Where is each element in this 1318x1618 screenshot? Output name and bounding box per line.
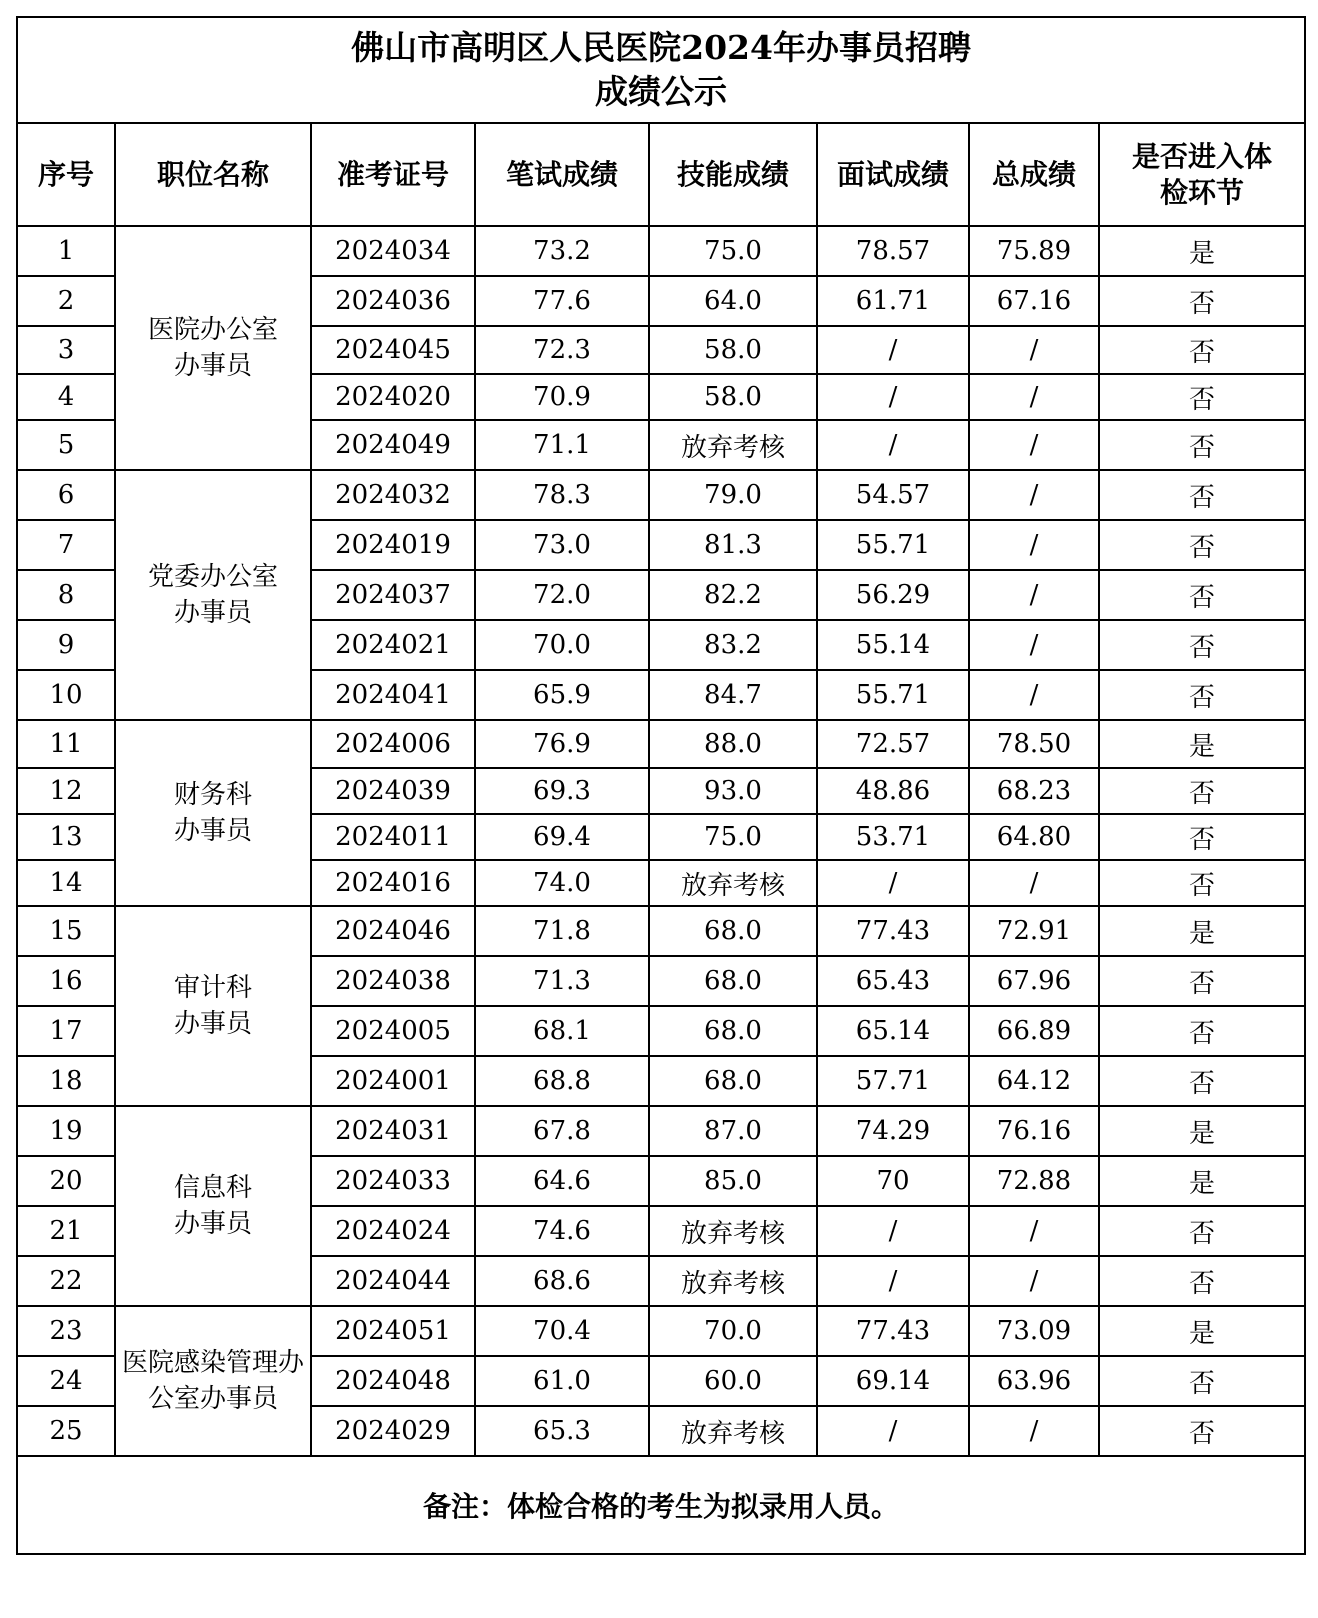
total-score-cell: / bbox=[969, 1406, 1099, 1456]
position-name: 医院感染管理办公室办事员 bbox=[121, 1348, 304, 1414]
interview-score-cell: 55.14 bbox=[817, 620, 969, 670]
interview-score-cell: / bbox=[817, 1206, 969, 1256]
total-score-cell: 73.09 bbox=[969, 1306, 1099, 1356]
written-score-cell: 76.9 bbox=[475, 720, 649, 768]
skill-score-cell: 放弃考核 bbox=[649, 1406, 817, 1456]
written-score-cell: 73.2 bbox=[475, 226, 649, 276]
written-score-cell: 68.6 bbox=[475, 1256, 649, 1306]
medical-check-cell: 否 bbox=[1099, 1356, 1305, 1406]
medical-check-cell: 否 bbox=[1099, 470, 1305, 520]
exam-id-cell: 2024045 bbox=[311, 326, 475, 374]
position-name: 信息科办事员 bbox=[173, 1173, 252, 1239]
seq-cell: 19 bbox=[17, 1106, 115, 1156]
exam-id-cell: 2024020 bbox=[311, 374, 475, 420]
seq-cell: 3 bbox=[17, 326, 115, 374]
seq-cell: 6 bbox=[17, 470, 115, 520]
total-score-cell: 72.91 bbox=[969, 906, 1099, 956]
exam-id-cell: 2024046 bbox=[311, 906, 475, 956]
exam-id-cell: 2024021 bbox=[311, 620, 475, 670]
exam-id-cell: 2024024 bbox=[311, 1206, 475, 1256]
interview-score-cell: 61.71 bbox=[817, 276, 969, 326]
note: 备注：体检合格的考生为拟录用人员。 bbox=[17, 1456, 1305, 1554]
interview-score-cell: / bbox=[817, 420, 969, 470]
interview-score-cell: 74.29 bbox=[817, 1106, 969, 1156]
written-score-cell: 74.6 bbox=[475, 1206, 649, 1256]
seq-cell: 14 bbox=[17, 860, 115, 906]
total-score-cell: / bbox=[969, 420, 1099, 470]
interview-score-cell: 55.71 bbox=[817, 520, 969, 570]
position-name-cell bbox=[115, 1106, 311, 1306]
interview-score-cell: 54.57 bbox=[817, 470, 969, 520]
seq-cell: 16 bbox=[17, 956, 115, 1006]
written-score-cell: 68.1 bbox=[475, 1006, 649, 1056]
total-score-cell: 72.88 bbox=[969, 1156, 1099, 1206]
seq-cell: 15 bbox=[17, 906, 115, 956]
written-score-cell: 74.0 bbox=[475, 860, 649, 906]
skill-score-cell: 84.7 bbox=[649, 670, 817, 720]
header-written-score: 笔试成绩 bbox=[475, 123, 649, 226]
total-score-cell: / bbox=[969, 1206, 1099, 1256]
interview-score-cell: 78.57 bbox=[817, 226, 969, 276]
medical-check-cell: 是 bbox=[1099, 1106, 1305, 1156]
header-medical-check bbox=[1099, 123, 1305, 226]
skill-score-cell: 放弃考核 bbox=[649, 1206, 817, 1256]
interview-score-cell: 65.14 bbox=[817, 1006, 969, 1056]
skill-score-cell: 70.0 bbox=[649, 1306, 817, 1356]
interview-score-cell: / bbox=[817, 1406, 969, 1456]
total-score-cell: 67.16 bbox=[969, 276, 1099, 326]
seq-cell: 1 bbox=[17, 226, 115, 276]
header-row bbox=[17, 123, 1305, 226]
seq-cell: 13 bbox=[17, 814, 115, 860]
header-skill-score: 技能成绩 bbox=[649, 123, 817, 226]
skill-score-cell: 58.0 bbox=[649, 374, 817, 420]
skill-score-cell: 放弃考核 bbox=[649, 1256, 817, 1306]
seq-cell: 17 bbox=[17, 1006, 115, 1056]
written-score-cell: 65.9 bbox=[475, 670, 649, 720]
skill-score-cell: 75.0 bbox=[649, 226, 817, 276]
medical-check-cell: 是 bbox=[1099, 1156, 1305, 1206]
title-line-1: 佛山市高明区人民医院2024年办事员招聘 bbox=[351, 28, 971, 67]
skill-score-cell: 83.2 bbox=[649, 620, 817, 670]
medical-check-cell: 否 bbox=[1099, 620, 1305, 670]
total-score-cell: / bbox=[969, 1256, 1099, 1306]
medical-check-cell: 否 bbox=[1099, 326, 1305, 374]
header-total-score: 总成绩 bbox=[969, 123, 1099, 226]
header-position: 职位名称 bbox=[115, 123, 311, 226]
interview-score-cell: 55.71 bbox=[817, 670, 969, 720]
medical-check-cell: 否 bbox=[1099, 420, 1305, 470]
skill-score-cell: 58.0 bbox=[649, 326, 817, 374]
written-score-cell: 70.9 bbox=[475, 374, 649, 420]
medical-check-cell: 否 bbox=[1099, 1056, 1305, 1106]
seq-cell: 4 bbox=[17, 374, 115, 420]
seq-cell: 25 bbox=[17, 1406, 115, 1456]
position-name-cell bbox=[115, 720, 311, 906]
medical-check-cell: 否 bbox=[1099, 1006, 1305, 1056]
skill-score-cell: 64.0 bbox=[649, 276, 817, 326]
seq-cell: 8 bbox=[17, 570, 115, 620]
seq-cell: 12 bbox=[17, 768, 115, 814]
exam-id-cell: 2024039 bbox=[311, 768, 475, 814]
total-score-cell: / bbox=[969, 374, 1099, 420]
interview-score-cell: 77.43 bbox=[817, 906, 969, 956]
table-row bbox=[17, 226, 1305, 276]
skill-score-cell: 79.0 bbox=[649, 470, 817, 520]
interview-score-cell: 69.14 bbox=[817, 1356, 969, 1406]
header-interview-score: 面试成绩 bbox=[817, 123, 969, 226]
medical-check-cell: 是 bbox=[1099, 226, 1305, 276]
results-table bbox=[16, 16, 1306, 1555]
title-line-2: 成绩公示 bbox=[595, 72, 728, 111]
skill-score-cell: 88.0 bbox=[649, 720, 817, 768]
total-score-cell: 64.12 bbox=[969, 1056, 1099, 1106]
medical-check-cell: 否 bbox=[1099, 1206, 1305, 1256]
seq-cell: 20 bbox=[17, 1156, 115, 1206]
header-seq: 序号 bbox=[17, 123, 115, 226]
written-score-cell: 77.6 bbox=[475, 276, 649, 326]
seq-cell: 7 bbox=[17, 520, 115, 570]
seq-cell: 24 bbox=[17, 1356, 115, 1406]
exam-id-cell: 2024034 bbox=[311, 226, 475, 276]
interview-score-cell: 53.71 bbox=[817, 814, 969, 860]
interview-score-cell: 72.57 bbox=[817, 720, 969, 768]
seq-cell: 9 bbox=[17, 620, 115, 670]
exam-id-cell: 2024044 bbox=[311, 1256, 475, 1306]
written-score-cell: 67.8 bbox=[475, 1106, 649, 1156]
skill-score-cell: 81.3 bbox=[649, 520, 817, 570]
exam-id-cell: 2024005 bbox=[311, 1006, 475, 1056]
position-name-cell bbox=[115, 470, 311, 720]
interview-score-cell: / bbox=[817, 860, 969, 906]
exam-id-cell: 2024011 bbox=[311, 814, 475, 860]
medical-check-cell: 否 bbox=[1099, 1256, 1305, 1306]
total-score-cell: 76.16 bbox=[969, 1106, 1099, 1156]
total-score-cell: / bbox=[969, 570, 1099, 620]
written-score-cell: 64.6 bbox=[475, 1156, 649, 1206]
total-score-cell: / bbox=[969, 520, 1099, 570]
medical-check-cell: 否 bbox=[1099, 670, 1305, 720]
medical-check-cell: 否 bbox=[1099, 374, 1305, 420]
medical-check-cell: 否 bbox=[1099, 768, 1305, 814]
written-score-cell: 71.1 bbox=[475, 420, 649, 470]
total-score-cell: 68.23 bbox=[969, 768, 1099, 814]
skill-score-cell: 68.0 bbox=[649, 956, 817, 1006]
table-row bbox=[17, 1106, 1305, 1156]
seq-cell: 23 bbox=[17, 1306, 115, 1356]
medical-check-cell: 否 bbox=[1099, 860, 1305, 906]
total-score-cell: 63.96 bbox=[969, 1356, 1099, 1406]
medical-check-cell: 否 bbox=[1099, 814, 1305, 860]
exam-id-cell: 2024049 bbox=[311, 420, 475, 470]
table-row bbox=[17, 470, 1305, 520]
exam-id-cell: 2024001 bbox=[311, 1056, 475, 1106]
seq-cell: 10 bbox=[17, 670, 115, 720]
total-score-cell: / bbox=[969, 470, 1099, 520]
skill-score-cell: 75.0 bbox=[649, 814, 817, 860]
medical-check-cell: 否 bbox=[1099, 570, 1305, 620]
exam-id-cell: 2024019 bbox=[311, 520, 475, 570]
written-score-cell: 72.3 bbox=[475, 326, 649, 374]
header-medical-check-label: 是否进入体检环节 bbox=[1132, 139, 1273, 209]
exam-id-cell: 2024029 bbox=[311, 1406, 475, 1456]
table-body bbox=[17, 226, 1305, 1456]
interview-score-cell: 77.43 bbox=[817, 1306, 969, 1356]
exam-id-cell: 2024031 bbox=[311, 1106, 475, 1156]
written-score-cell: 68.8 bbox=[475, 1056, 649, 1106]
written-score-cell: 70.4 bbox=[475, 1306, 649, 1356]
exam-id-cell: 2024032 bbox=[311, 470, 475, 520]
written-score-cell: 78.3 bbox=[475, 470, 649, 520]
exam-id-cell: 2024048 bbox=[311, 1356, 475, 1406]
written-score-cell: 61.0 bbox=[475, 1356, 649, 1406]
medical-check-cell: 是 bbox=[1099, 720, 1305, 768]
position-name-cell bbox=[115, 906, 311, 1106]
total-score-cell: 78.50 bbox=[969, 720, 1099, 768]
written-score-cell: 70.0 bbox=[475, 620, 649, 670]
results-sheet bbox=[16, 16, 1304, 1602]
seq-cell: 11 bbox=[17, 720, 115, 768]
total-score-cell: 66.89 bbox=[969, 1006, 1099, 1056]
total-score-cell: / bbox=[969, 620, 1099, 670]
medical-check-cell: 否 bbox=[1099, 956, 1305, 1006]
interview-score-cell: 65.43 bbox=[817, 956, 969, 1006]
total-score-cell: 67.96 bbox=[969, 956, 1099, 1006]
exam-id-cell: 2024038 bbox=[311, 956, 475, 1006]
written-score-cell: 72.0 bbox=[475, 570, 649, 620]
position-name: 党委办公室办事员 bbox=[148, 562, 279, 628]
exam-id-cell: 2024051 bbox=[311, 1306, 475, 1356]
written-score-cell: 73.0 bbox=[475, 520, 649, 570]
skill-score-cell: 放弃考核 bbox=[649, 860, 817, 906]
written-score-cell: 69.3 bbox=[475, 768, 649, 814]
exam-id-cell: 2024036 bbox=[311, 276, 475, 326]
skill-score-cell: 87.0 bbox=[649, 1106, 817, 1156]
table-row bbox=[17, 1306, 1305, 1356]
interview-score-cell: 56.29 bbox=[817, 570, 969, 620]
interview-score-cell: 48.86 bbox=[817, 768, 969, 814]
interview-score-cell: 70 bbox=[817, 1156, 969, 1206]
seq-cell: 22 bbox=[17, 1256, 115, 1306]
seq-cell: 18 bbox=[17, 1056, 115, 1106]
skill-score-cell: 68.0 bbox=[649, 906, 817, 956]
written-score-cell: 69.4 bbox=[475, 814, 649, 860]
skill-score-cell: 68.0 bbox=[649, 1006, 817, 1056]
table-row bbox=[17, 906, 1305, 956]
page-title bbox=[17, 17, 1305, 123]
seq-cell: 21 bbox=[17, 1206, 115, 1256]
total-score-cell: / bbox=[969, 860, 1099, 906]
position-name-cell bbox=[115, 226, 311, 470]
interview-score-cell: / bbox=[817, 1256, 969, 1306]
seq-cell: 2 bbox=[17, 276, 115, 326]
skill-score-cell: 85.0 bbox=[649, 1156, 817, 1206]
exam-id-cell: 2024037 bbox=[311, 570, 475, 620]
skill-score-cell: 93.0 bbox=[649, 768, 817, 814]
exam-id-cell: 2024006 bbox=[311, 720, 475, 768]
exam-id-cell: 2024041 bbox=[311, 670, 475, 720]
total-score-cell: 64.80 bbox=[969, 814, 1099, 860]
position-name: 医院办公室办事员 bbox=[148, 315, 279, 381]
written-score-cell: 71.8 bbox=[475, 906, 649, 956]
medical-check-cell: 是 bbox=[1099, 1306, 1305, 1356]
exam-id-cell: 2024016 bbox=[311, 860, 475, 906]
interview-score-cell: 57.71 bbox=[817, 1056, 969, 1106]
position-name-cell bbox=[115, 1306, 311, 1456]
position-name: 审计科办事员 bbox=[173, 973, 252, 1039]
header-exam-id: 准考证号 bbox=[311, 123, 475, 226]
total-score-cell: / bbox=[969, 670, 1099, 720]
medical-check-cell: 否 bbox=[1099, 1406, 1305, 1456]
seq-cell: 5 bbox=[17, 420, 115, 470]
total-score-cell: / bbox=[969, 326, 1099, 374]
total-score-cell: 75.89 bbox=[969, 226, 1099, 276]
interview-score-cell: / bbox=[817, 374, 969, 420]
skill-score-cell: 放弃考核 bbox=[649, 420, 817, 470]
interview-score-cell: / bbox=[817, 326, 969, 374]
exam-id-cell: 2024033 bbox=[311, 1156, 475, 1206]
written-score-cell: 71.3 bbox=[475, 956, 649, 1006]
medical-check-cell: 否 bbox=[1099, 520, 1305, 570]
medical-check-cell: 是 bbox=[1099, 906, 1305, 956]
skill-score-cell: 82.2 bbox=[649, 570, 817, 620]
skill-score-cell: 68.0 bbox=[649, 1056, 817, 1106]
table-row bbox=[17, 720, 1305, 768]
position-name: 财务科办事员 bbox=[173, 780, 252, 846]
medical-check-cell: 否 bbox=[1099, 276, 1305, 326]
written-score-cell: 65.3 bbox=[475, 1406, 649, 1456]
skill-score-cell: 60.0 bbox=[649, 1356, 817, 1406]
